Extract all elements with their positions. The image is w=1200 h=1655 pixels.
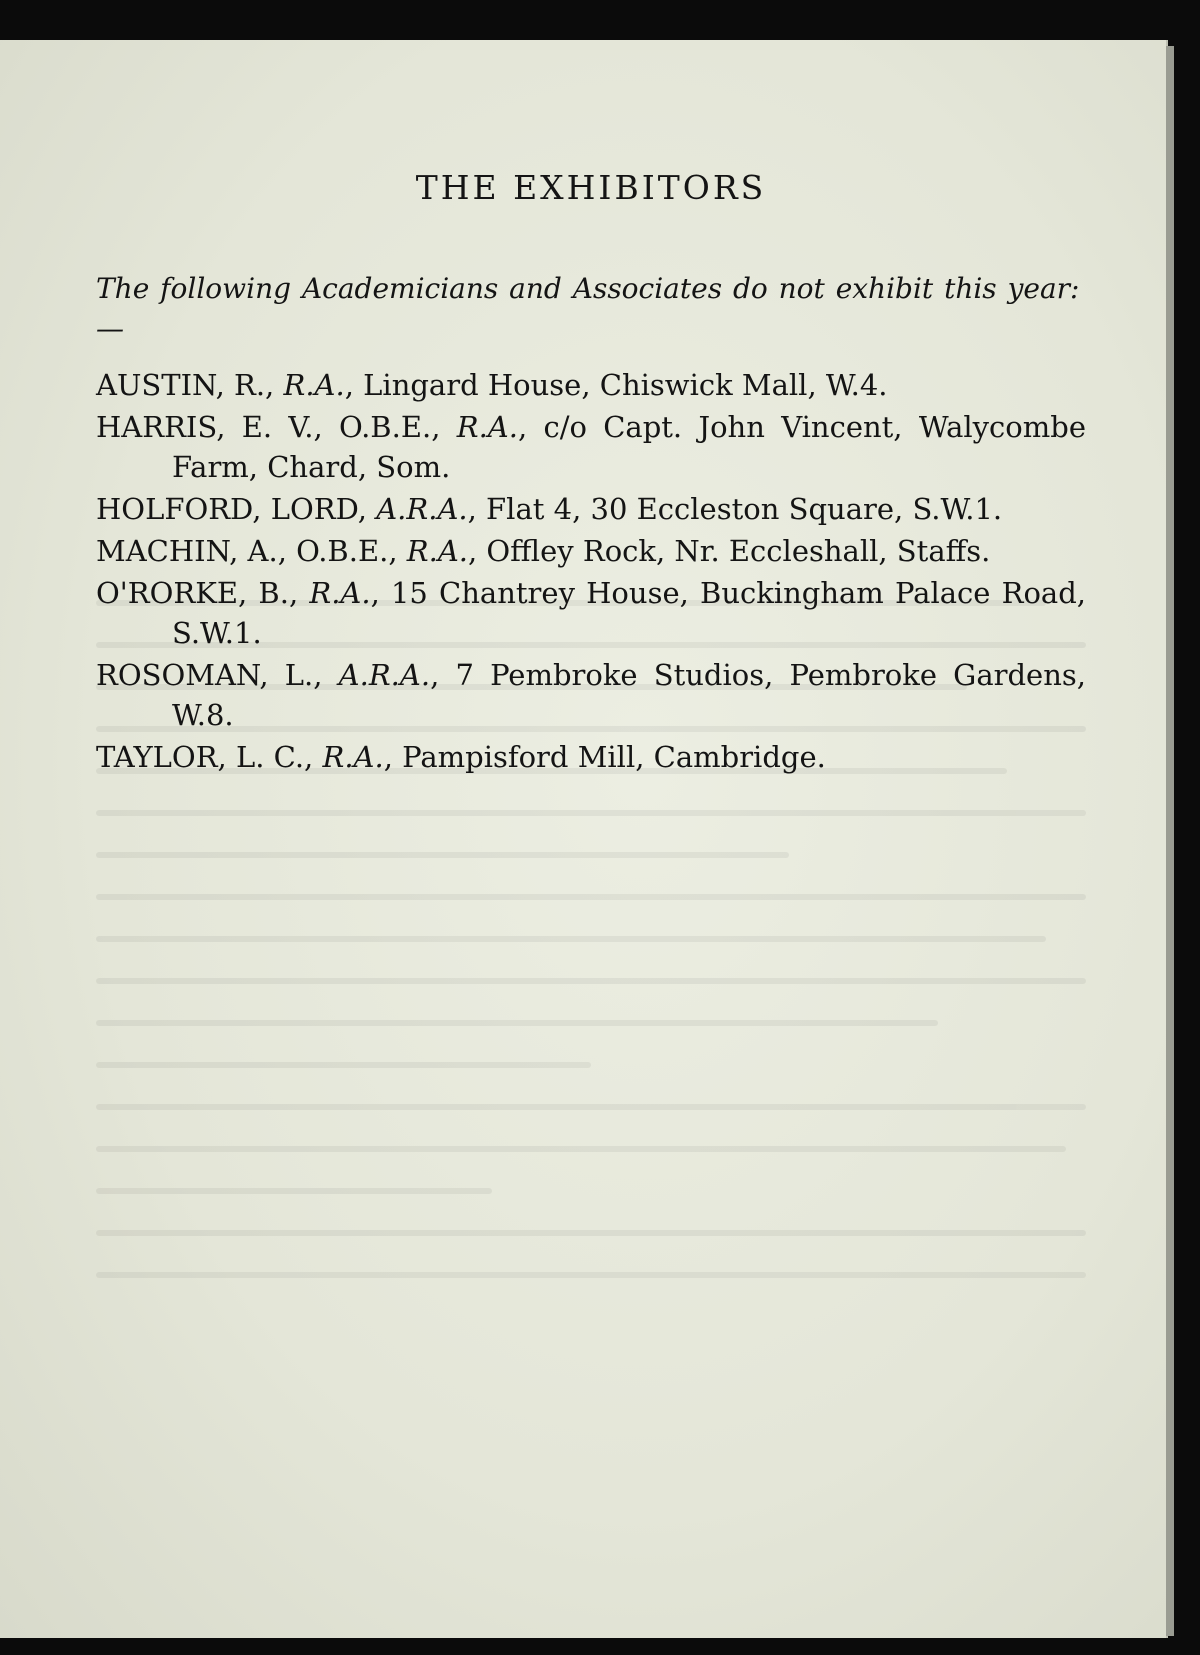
list-item: O'RORKE, B., R.A., 15 Chantrey House, Buckingham Palace Road, S.W.1. xyxy=(96,576,1086,650)
non-exhibitor-list xyxy=(96,365,1086,777)
page-edge xyxy=(1166,46,1174,1636)
page-title: THE EXHIBITORS xyxy=(415,168,767,207)
list-item: HOLFORD, LORD, A.R.A., Flat 4, 30 Eccleston Square, S.W.1. xyxy=(96,492,1003,526)
list-item: HARRIS, E. V., O.B.E., R.A., c/o Capt. John Vincent, Walycombe Farm, Chard, Som. xyxy=(96,410,1086,484)
intro-text: The following Academicians and Associates do not exhibit this year:— xyxy=(96,272,1080,345)
list-item: TAYLOR, L. C., R.A., Pampisford Mill, Cambridge. xyxy=(96,740,826,774)
list-item: AUSTIN, R., R.A., Lingard House, Chiswick Mall, W.4. xyxy=(96,368,888,402)
exhibitors-section xyxy=(96,168,1086,779)
list-item: MACHIN, A., O.B.E., R.A., Offley Rock, Nr. Eccleshall, Staffs. xyxy=(96,534,991,568)
list-item: ROSOMAN, L., A.R.A., 7 Pembroke Studios, Pembroke Gardens, W.8. xyxy=(96,658,1086,732)
